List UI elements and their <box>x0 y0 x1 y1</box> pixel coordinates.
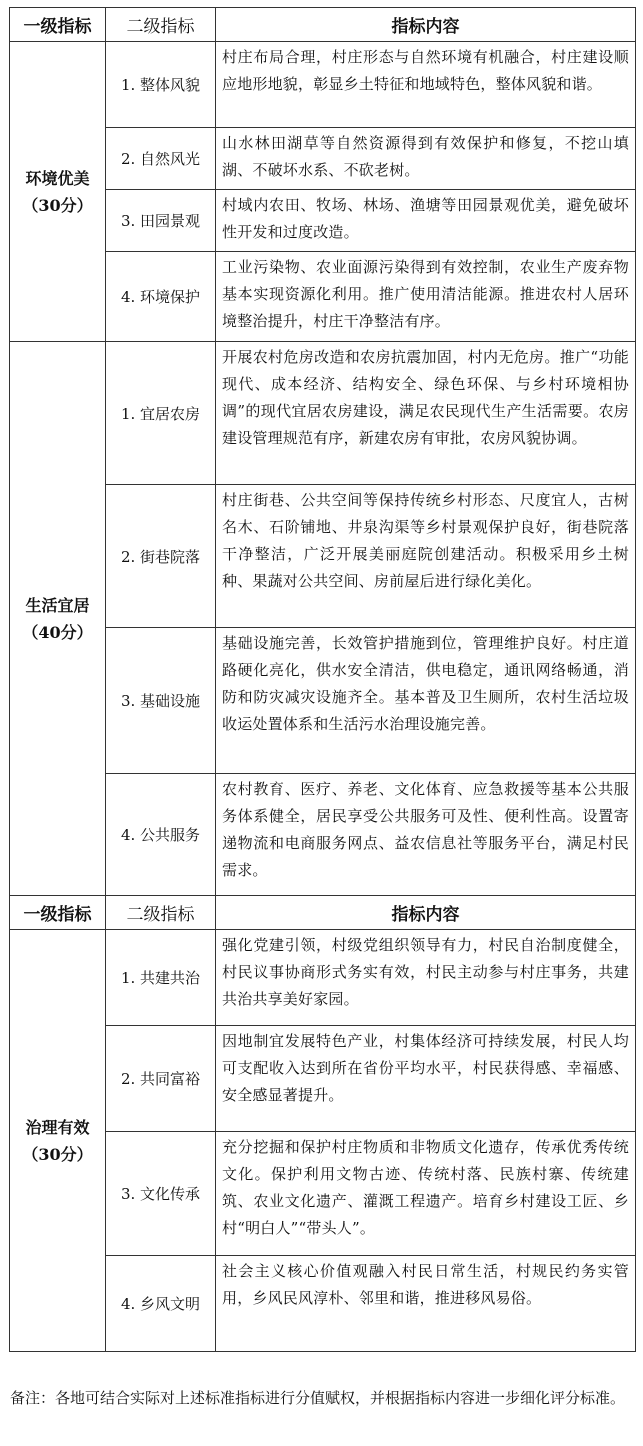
level1-name: 生活宜居 <box>25 595 90 615</box>
indicator-content: 基础设施完善，长效管护措施到位，管理维护良好。村庄道路硬化亮化，供水安全清洁，供电稳定，通讯网络畅通，消防和防灾减灾设施齐全。基本普及卫生厕所，农村生活垃圾收运处置体系和生活污水治理设施完善。 <box>216 628 636 774</box>
level1-name: 治理有效 <box>25 1117 90 1137</box>
level1-score: （30分） <box>22 195 93 215</box>
indicator-content: 社会主义核心价值观融入村民日常生活，村规民约务实管用，乡风民风淳朴、邻里和谐，推进移风易俗。 <box>216 1256 636 1352</box>
indicator-content: 开展农村危房改造和农房抗震加固，村内无危房。推广“功能现代、成本经济、结构安全、绿色环保、与乡村环境相协调”的现代宜居农房建设，满足农民现代生产生活需要。农房建设管理规范有序，新建农房有审批，农房风貌协调。 <box>216 342 636 485</box>
table-row <box>10 342 636 485</box>
level2-label: 3. 文化传承 <box>106 1132 216 1256</box>
level2-label: 4. 乡风文明 <box>106 1256 216 1352</box>
level2-label: 2. 街巷院落 <box>106 485 216 628</box>
header-content: 指标内容 <box>216 8 636 42</box>
header-level1: 一级指标 <box>10 896 106 930</box>
level1-score: （40分） <box>22 622 93 642</box>
indicator-content: 农村教育、医疗、养老、文化体育、应急救援等基本公共服务体系健全，居民享受公共服务可及性、便利性高。设置寄递物流和电商服务网点、益农信息社等服务平台，满足村民需求。 <box>216 774 636 896</box>
table-header-repeat <box>10 896 636 930</box>
level1-cell <box>10 342 106 896</box>
indicator-content: 山水林田湖草等自然资源得到有效保护和修复，不挖山填湖、不破坏水系、不砍老树。 <box>216 128 636 190</box>
level2-label: 2. 共同富裕 <box>106 1026 216 1132</box>
table-row <box>10 42 636 128</box>
level1-name: 环境优美 <box>25 168 90 188</box>
indicator-content: 充分挖掘和保护村庄物质和非物质文化遗存，传承优秀传统文化。保护利用文物古迹、传统村落、民族村寨、传统建筑、农业文化遗产、灌溉工程遗产。培育乡村建设工匠、乡村“明白人”“带头人”。 <box>216 1132 636 1256</box>
header-level1: 一级指标 <box>10 8 106 42</box>
header-content: 指标内容 <box>216 896 636 930</box>
indicator-content: 村庄街巷、公共空间等保持传统乡村形态、尺度宜人，古树名木、石阶铺地、井泉沟渠等乡村景观保护良好，街巷院落干净整洁，广泛开展美丽庭院创建活动。积极采用乡土树种、果蔬对公共空间、房前屋后进行绿化美化。 <box>216 485 636 628</box>
level2-label: 2. 自然风光 <box>106 128 216 190</box>
indicator-content: 村庄布局合理，村庄形态与自然环境有机融合，村庄建设顺应地形地貌，彰显乡土特征和地域特色，整体风貌和谐。 <box>216 42 636 128</box>
level1-cell <box>10 42 106 342</box>
indicator-content: 村域内农田、牧场、林场、渔塘等田园景观优美，避免破坏性开发和过度改造。 <box>216 190 636 252</box>
header-level2: 二级指标 <box>106 8 216 42</box>
level2-label: 1. 整体风貌 <box>106 42 216 128</box>
level2-label: 1. 共建共治 <box>106 930 216 1026</box>
level2-label: 4. 公共服务 <box>106 774 216 896</box>
level2-label: 3. 田园景观 <box>106 190 216 252</box>
header-level2: 二级指标 <box>106 896 216 930</box>
indicator-content: 因地制宜发展特色产业，村集体经济可持续发展，村民人均可支配收入达到所在省份平均水平，村民获得感、幸福感、安全感显著提升。 <box>216 1026 636 1132</box>
standards-table <box>9 7 636 1352</box>
indicator-content: 工业污染物、农业面源污染得到有效控制，农业生产废弃物基本实现资源化利用。推广使用清洁能源。推进农村人居环境整治提升，村庄干净整洁有序。 <box>216 252 636 342</box>
level2-label: 4. 环境保护 <box>106 252 216 342</box>
level2-label: 3. 基础设施 <box>106 628 216 774</box>
indicator-content: 强化党建引领，村级党组织领导有力，村民自治制度健全，村民议事协商形式务实有效，村民主动参与村庄事务，共建共治共享美好家园。 <box>216 930 636 1026</box>
level1-score: （30分） <box>22 1144 93 1164</box>
level1-cell <box>10 930 106 1352</box>
table-row <box>10 930 636 1026</box>
table-header <box>10 8 636 42</box>
level2-label: 1. 宜居农房 <box>106 342 216 485</box>
footnote: 备注：各地可结合实际对上述标准指标进行分值赋权，并根据指标内容进一步细化评分标准。 <box>10 1389 626 1407</box>
